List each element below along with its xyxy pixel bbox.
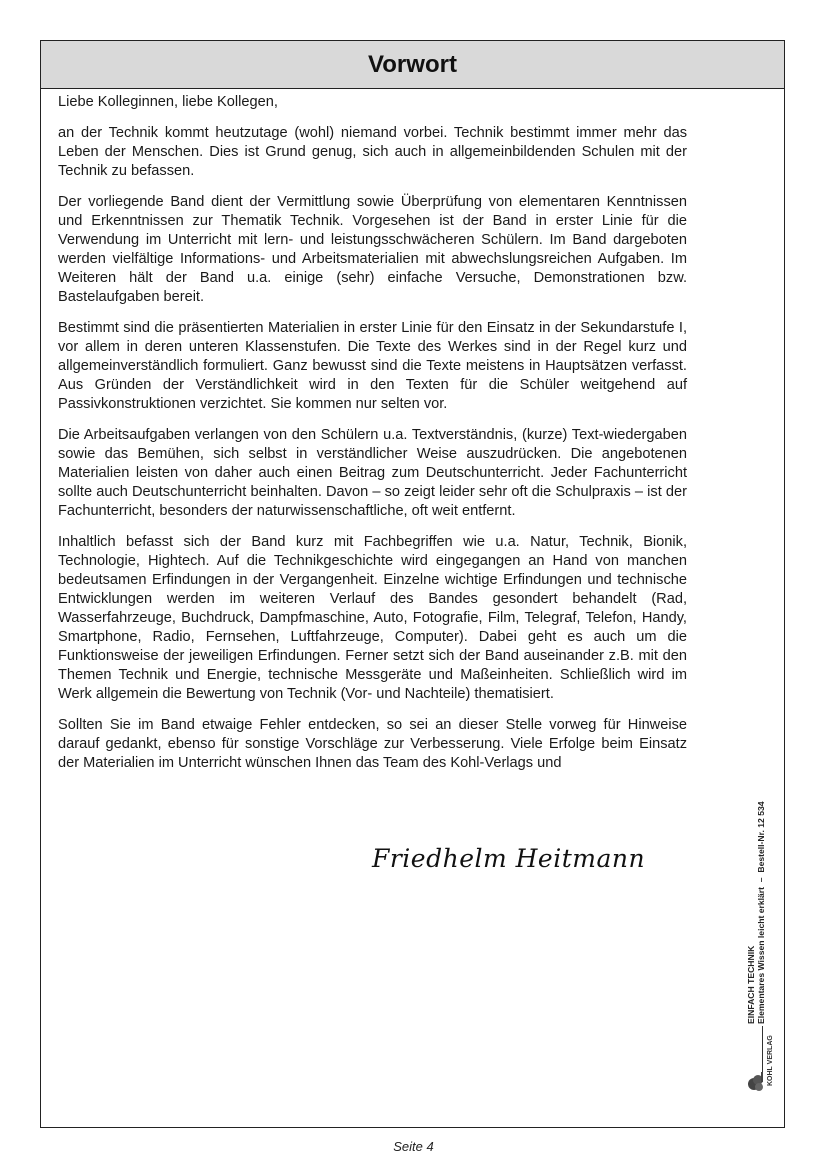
- greeting: Liebe Kolleginnen, liebe Kollegen,: [58, 94, 278, 110]
- author-signature: Friedhelm Heitmann: [372, 844, 646, 873]
- order-number: Bestell-Nr. 12 534: [756, 801, 766, 873]
- page-number: Seite 4: [393, 1139, 434, 1154]
- title-bar: [41, 41, 784, 89]
- book-subtitle-line: [756, 724, 766, 1024]
- paragraph-6: Sollten Sie im Band etwaige Fehler entdecken, so sei an dieser Stelle vorweg für Hinweise darauf gedankt, ebenso für sonstige Vorschläge zur Verbesserung. Viele Erfolge beim Einsatz der Materialien im Unterricht wünschen Ihnen das Team des Kohl-Verlags und: [58, 717, 687, 771]
- side-imprint-text: [746, 724, 766, 1024]
- foreword-body: [58, 93, 687, 785]
- tree-icon: [744, 1022, 778, 1092]
- paragraph-3: Bestimmt sind die präsentierten Materialien in erster Linie für den Einsatz in der Sekundarstufe I, vor allem in deren unteren Klassenstufen. Die Texte des Werkes sind in der Regel kurz und allgemeinverständlich formuliert. Ganz bewusst sind die Texte meistens in Hauptsätzen verfasst. Aus Gründen der Verständlichkeit wird in den Texten für die Schüler weitgehend auf Passivkonstruktionen verzichtet. Sie kommen nur selten vor.: [58, 320, 687, 412]
- book-subtitle: Elementares Wissen leicht erklärt: [756, 886, 766, 1024]
- page-title: Vorwort: [368, 50, 457, 78]
- paragraph-1: an der Technik kommt heutzutage (wohl) niemand vorbei. Technik bestimmt immer mehr das Leben der Menschen. Dies ist Grund genug, sich auch in allgemeinbildenden Schulen mit der Technik zu befassen.: [58, 125, 687, 179]
- series-title: EINFACH TECHNIK: [746, 945, 756, 1024]
- separator: –: [756, 877, 766, 883]
- paragraph-2: Der vorliegende Band dient der Vermittlung sowie Überprüfung von elementaren Kenntnissen und Erkenntnissen zur Thematik Technik. Vorgesehen ist der Band in erster Linie für die Verwendung im Unterricht mit lern- und leistungsschwächeren Schülern. Im Band dargeboten werden vielfältige Informations- und Arbeitsmaterialien mit abwechslungsreichen Aufgaben. Im Weiteren hält der Band u.a. einige (sehr) einfache Versuche, Demonstrationen bzw. Bastelaufgaben bereit.: [58, 194, 687, 305]
- paragraph-4: Die Arbeitsaufgaben verlangen von den Schülern u.a. Textverständnis, (kurze) Text-wiedergaben sowie das Bemühen, sich selbst in verständlicher Weise auszudrücken. Die angebotenen Materialien leisten von daher auch einen Beitrag zum Deutschunterricht. Jeder Fachunterricht sollte auch Deutschunterricht beinhalten. Davon – so zeigt leider sehr oft die Schulpraxis – ist der Fachunterricht, besonders der naturwissenschaftliche, oft weit entfernt.: [58, 427, 687, 519]
- logo-label: KOHL VERLAG: [767, 1035, 774, 1086]
- paragraph-5: Inhaltlich befasst sich der Band kurz mit Fachbegriffen wie u.a. Natur, Technik, Bionik, Technologie, Hightech. Auf die Technikgeschichte wird eingegangen an Hand von manchen bedeutsamen Erfindungen in der Vergangenheit. Einzelne wichtige Erfindungen und technische Entwicklungen werden im weiteren Verlauf des Bandes gesondert behandelt (Rad, Wasserfahrzeuge, Buchdruck, Dampfmaschine, Auto, Fotografie, Film, Telegraf, Telefon, Handy, Smartphone, Radio, Fernsehen, Luftfahrzeuge, Computer). Dabei geht es auch um die Funktionsweise der jeweiligen Erfindungen. Ferner setzt sich der Band auseinander z.B. mit den Themen Technik und Energie, technische Messgeräte und Maßeinheiten. Schließlich wird im Werk allgemein die Bewertung von Technik (Vor- und Nachteile) thematisiert.: [58, 534, 687, 702]
- publisher-logo: [744, 1022, 778, 1092]
